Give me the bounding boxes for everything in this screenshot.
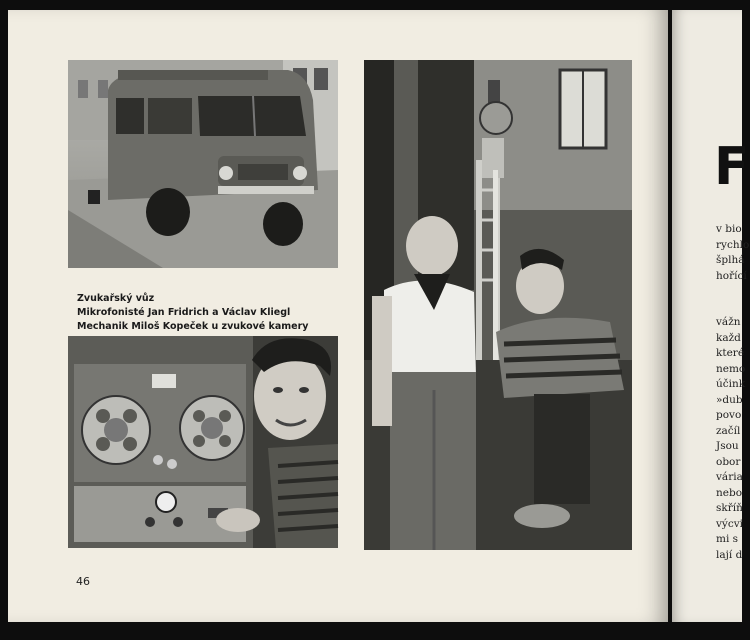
caption-sound-van: Zvukařský vůz	[77, 293, 155, 304]
text-line: rychlo	[716, 238, 750, 251]
text-line: hořící	[716, 269, 747, 282]
text-line: skříň	[716, 502, 743, 514]
microphone-operators-image	[364, 60, 632, 550]
text-line: v bio	[716, 223, 742, 235]
left-page	[8, 10, 668, 622]
caption-microphone-operators: Mikrofonisté Jan Fridrich a Václav Kliegl	[77, 307, 291, 318]
text-line: lají d	[716, 548, 743, 561]
text-line: »dub	[716, 393, 743, 406]
text-line: vážn	[716, 316, 741, 328]
text-line: nemo	[716, 362, 746, 375]
page-number: 46	[76, 575, 90, 588]
text-line: každ	[716, 331, 741, 344]
text-line: výcvi	[716, 517, 744, 530]
text-line: začíl	[716, 424, 741, 437]
text-line: vária	[716, 471, 743, 483]
sound-camera-photo	[68, 336, 338, 548]
text-line: které	[716, 347, 745, 359]
sound-van-image	[68, 60, 338, 268]
text-line: mi s	[716, 533, 739, 545]
sound-van-photo	[68, 60, 338, 268]
text-line: obor	[716, 455, 741, 468]
right-page	[672, 10, 750, 622]
microphone-operators-photo	[364, 60, 632, 550]
text-line: nebo	[716, 486, 743, 499]
caption-mechanic: Mechanik Miloš Kopeček u zvukové kamery	[77, 321, 309, 332]
chapter-initial: F	[714, 137, 750, 197]
text-line: povo	[716, 409, 742, 421]
text-line: účink	[716, 378, 746, 390]
text-line: šplhá	[716, 254, 745, 266]
photo-captions	[77, 292, 357, 334]
sound-camera-image	[68, 336, 338, 548]
right-page-text	[716, 222, 749, 563]
text-line: Jsou	[716, 440, 739, 452]
